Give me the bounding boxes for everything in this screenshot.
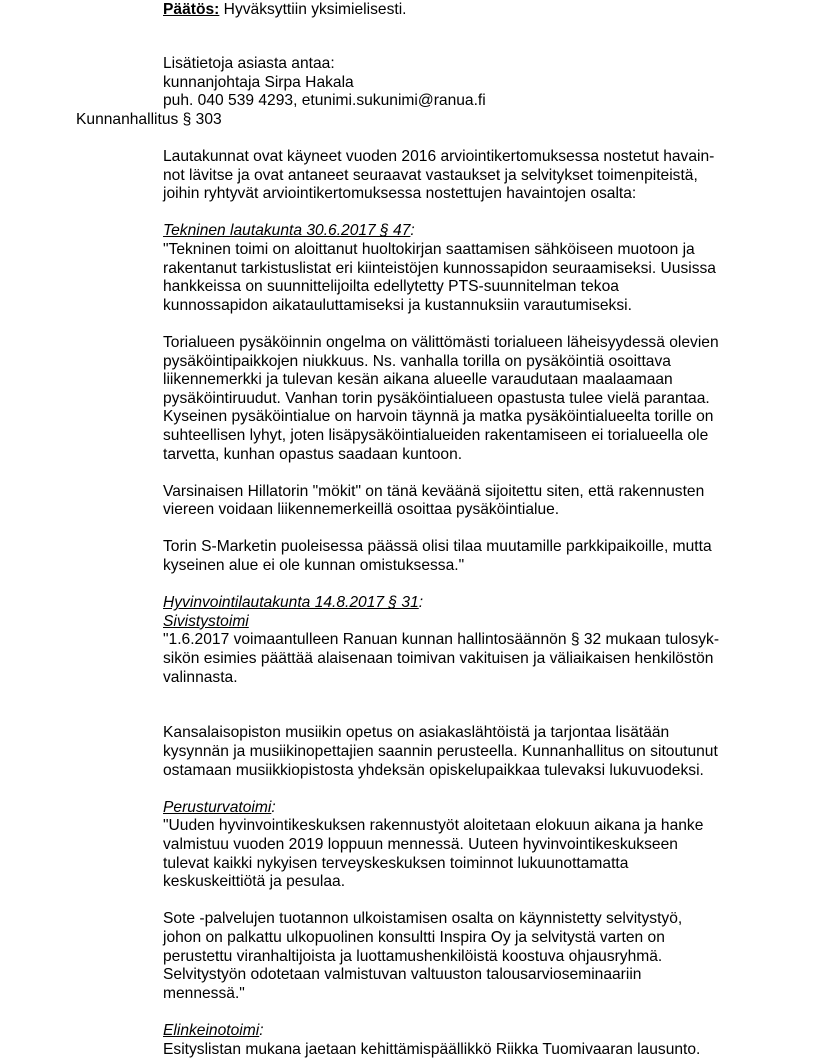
technical-line: hankkeissa on suunnittelijoilta edellytetty PTS-suunnitelman tekoa bbox=[163, 278, 763, 297]
education-line: kysynnän ja musiikinopettajien saannin perusteella. Kunnanhallitus on sitoutunut bbox=[163, 743, 763, 762]
technical-line: liikennemerkki ja tulevan kesän aikana alueelle varaudutaan maalaamaan bbox=[163, 371, 763, 390]
technical-line: Kyseinen pysäköintialue on harvoin täynnä ja matka pysäköintialueelta torille on bbox=[163, 408, 763, 427]
technical-line: pysäköintiruudut. Vanhan torin pysäköintialueen opastusta tulee vielä parantaa. bbox=[163, 390, 763, 409]
technical-title: Tekninen lautakunta 30.6.2017 § 47 bbox=[163, 222, 410, 239]
intro-line: Lautakunnat ovat käyneet vuoden 2016 arviointikertomuksessa nostetut havain- bbox=[163, 148, 763, 167]
technical-title-suffix: : bbox=[410, 222, 414, 239]
business-line: Esityslistan mukana jaetaan kehittämispäällikkö Riikka Tuomivaaran lausunto. bbox=[163, 1041, 763, 1059]
basic-services-line: Sote -palvelujen tuotannon ulkoistamisen osalta on käynnistetty selvitystyö, bbox=[163, 910, 763, 929]
basic-services-line: mennessä." bbox=[163, 985, 763, 1004]
basic-services-title-suffix: : bbox=[271, 799, 275, 816]
welfare-title-suffix: : bbox=[419, 594, 423, 611]
business-title-line bbox=[163, 1022, 763, 1041]
contact-line: kunnanjohtaja Sirpa Hakala bbox=[163, 74, 763, 93]
contact-line: puh. 040 539 4293, etunimi.sukunimi@ranua.fi bbox=[163, 92, 763, 111]
technical-line: suhteellisen lyhyt, joten lisäpysäköintialueiden rakentamiseen ei torialueella ole bbox=[163, 427, 763, 446]
technical-line: kunnossapidon aikatauluttamiseksi ja kustannuksiin varautumiseksi. bbox=[163, 297, 763, 316]
technical-line: Torin S-Marketin puoleisessa päässä olisi tilaa muutamille parkkipaikoille, mutta bbox=[163, 538, 763, 557]
business-title: Elinkeinotoimi bbox=[163, 1022, 259, 1039]
intro-line: joihin ryhtyvät arviointikertomuksessa nostettujen havaintojen osalta: bbox=[163, 185, 763, 204]
basic-services-line: tulevat kaikki nykyisen terveyskeskuksen toiminnot lukuunottamatta bbox=[163, 855, 763, 874]
education-line: valinnasta. bbox=[163, 669, 763, 688]
education-title: Sivistystoimi bbox=[163, 613, 763, 632]
basic-services-line: "Uuden hyvinvointikeskuksen rakennustyöt aloitetaan elokuun aikana ja hanke bbox=[163, 817, 763, 836]
technical-line: Varsinaisen Hillatorin "mökit" on tänä keväänä sijoitettu siten, että rakennusten bbox=[163, 483, 763, 502]
basic-services-line: valmistuu vuoden 2019 loppuun mennessä. Uuteen hyvinvointikeskukseen bbox=[163, 836, 763, 855]
education-line: "1.6.2017 voimaantulleen Ranuan kunnan hallintosäännön § 32 mukaan tulosyk- bbox=[163, 631, 763, 650]
decision-block bbox=[163, 1, 763, 20]
decision-text: Hyväksyttiin yksimielisesti. bbox=[219, 1, 406, 18]
contact-block bbox=[163, 55, 763, 111]
technical-line: viereen voidaan liikennemerkeillä osoittaa pysäköintialue. bbox=[163, 501, 763, 520]
basic-services-line: Selvitystyön odotetaan valmistuvan valtuuston talousarvioseminaariin bbox=[163, 966, 763, 985]
section-heading: Kunnanhallitus § 303 bbox=[76, 111, 222, 130]
technical-line: Torialueen pysäköinnin ongelma on välittömästi torialueen läheisyydessä olevien bbox=[163, 334, 763, 353]
basic-services-title: Perusturvatoimi bbox=[163, 799, 271, 816]
technical-line: kyseinen alue ei ole kunnan omistuksessa." bbox=[163, 557, 763, 576]
body-content bbox=[163, 148, 763, 1059]
basic-services-line: johon on palkattu ulkopuolinen konsultti Inspira Oy ja selvitystä varten on bbox=[163, 929, 763, 948]
basic-services-title-line bbox=[163, 799, 763, 818]
education-line: ostamaan musiikkiopistosta yhdeksän opiskelupaikkaa tulevaksi lukuvuodeksi. bbox=[163, 762, 763, 781]
technical-line: "Tekninen toimi on aloittanut huoltokirjan saattamisen sähköiseen muotoon ja bbox=[163, 241, 763, 260]
business-title-suffix: : bbox=[259, 1022, 263, 1039]
welfare-title: Hyvinvointilautakunta 14.8.2017 § 31 bbox=[163, 594, 419, 611]
education-line: Kansalaisopiston musiikin opetus on asiakaslähtöistä ja tarjontaa lisätään bbox=[163, 724, 763, 743]
basic-services-line: keskuskeittiötä ja pesulaa. bbox=[163, 873, 763, 892]
decision-label: Päätös: bbox=[163, 1, 219, 18]
decision-line bbox=[163, 1, 763, 20]
technical-title-line bbox=[163, 222, 763, 241]
education-line: sikön esimies päättää alaisenaan toimivan vakituisen ja väliaikaisen henkilöstön bbox=[163, 650, 763, 669]
technical-line: tarvetta, kunhan opastus saadaan kuntoon. bbox=[163, 446, 763, 465]
technical-line: rakentanut tarkistuslistat eri kiinteistöjen kunnossapidon seuraamiseksi. Uusissa bbox=[163, 260, 763, 279]
welfare-title-line bbox=[163, 594, 763, 613]
contact-line: Lisätietoja asiasta antaa: bbox=[163, 55, 763, 74]
technical-line: pysäköintipaikkojen niukkuus. Ns. vanhalla torilla on pysäköintiä osoittava bbox=[163, 353, 763, 372]
intro-line: not lävitse ja ovat antaneet seuraavat vastaukset ja selvitykset toimenpiteistä, bbox=[163, 167, 763, 186]
basic-services-line: perustettu viranhaltijoista ja luottamushenkilöistä koostuva ohjausryhmä. bbox=[163, 948, 763, 967]
